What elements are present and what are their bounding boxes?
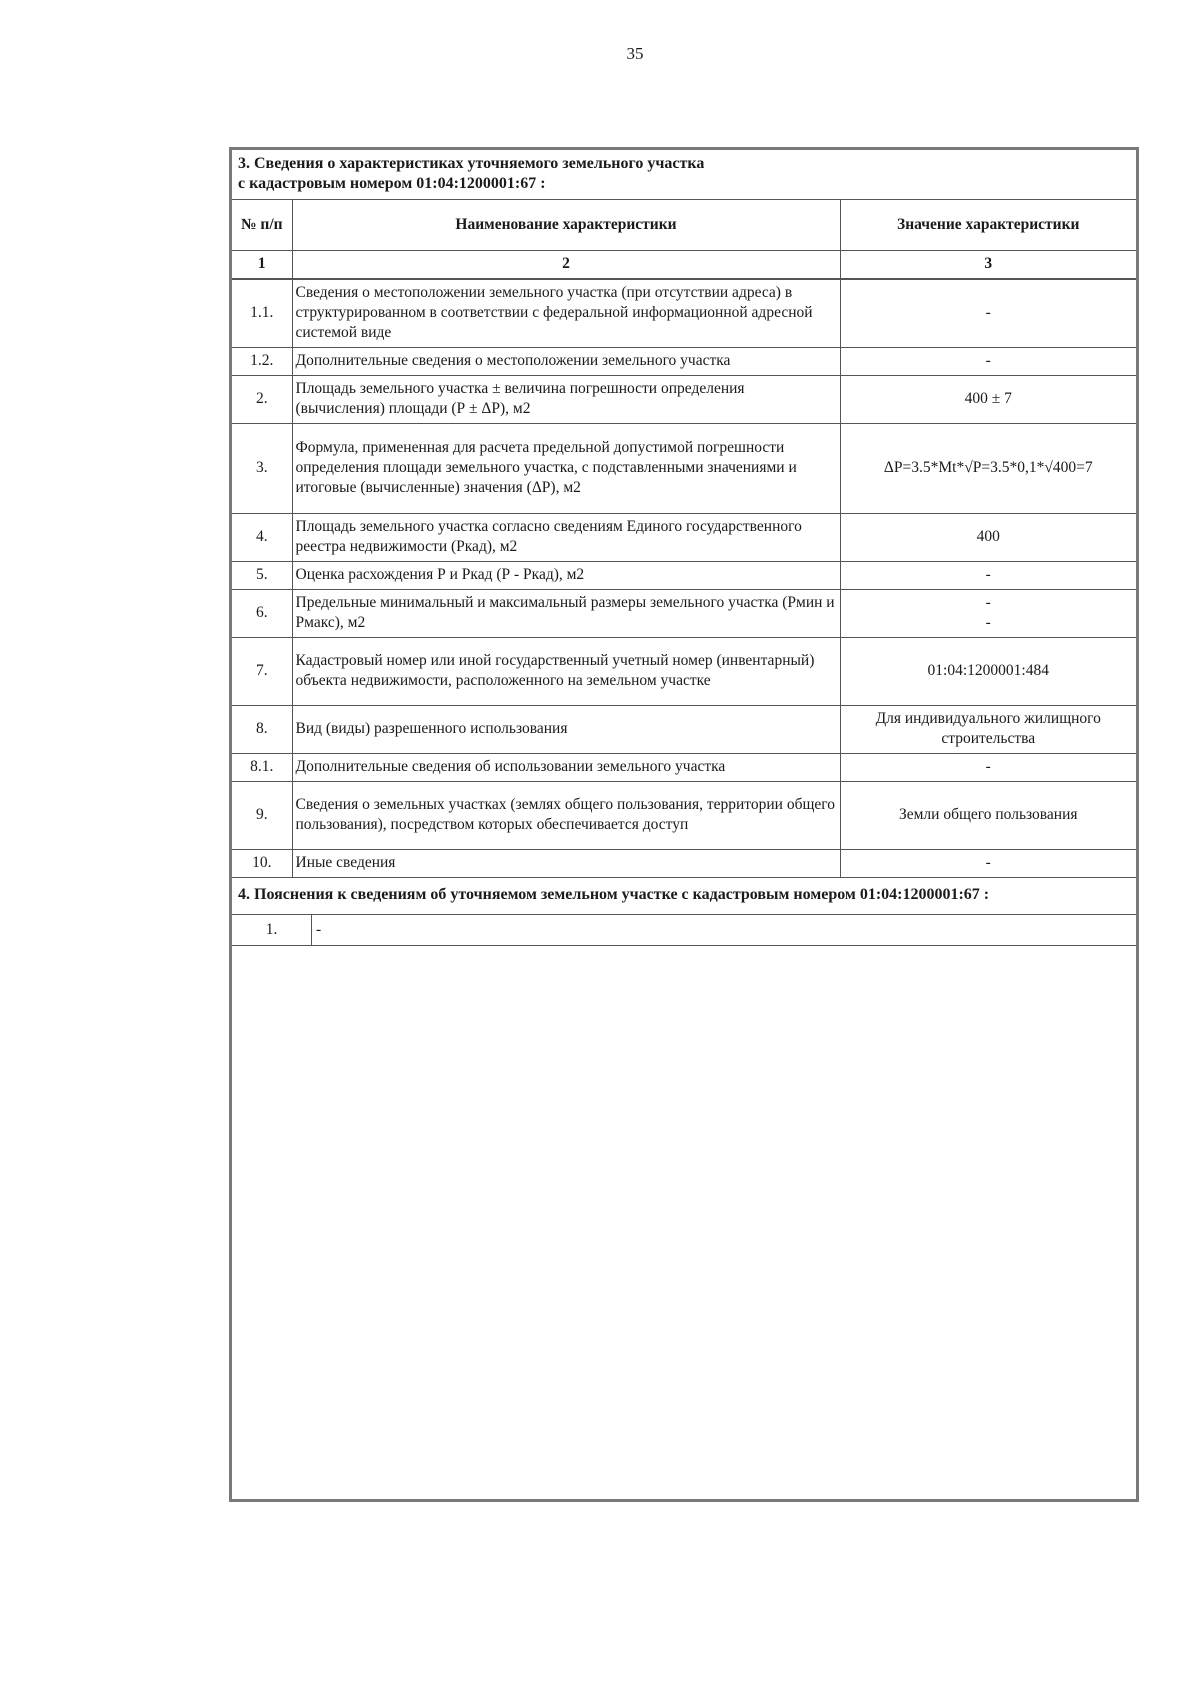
page-number: 35	[626, 44, 644, 63]
row-number: 1.2.	[232, 347, 292, 375]
min-size-value: -	[985, 594, 991, 611]
row-value: Для индивидуального жилищного строительства	[840, 705, 1136, 753]
row-number: 3.	[232, 423, 292, 513]
table-row	[232, 753, 1136, 781]
table-row	[232, 423, 1136, 513]
row-number: 8.	[232, 705, 292, 753]
row-value: 400 ± 7	[840, 375, 1136, 423]
row-number: 6.	[232, 589, 292, 637]
row-number: 8.1.	[232, 753, 292, 781]
row-name: Сведения о земельных участках (землях общего пользования, территории общего пользования), посредством которых обеспечивается доступ	[292, 781, 840, 849]
table-row	[232, 849, 1136, 877]
table-row	[232, 279, 1136, 347]
row-name: Дополнительные сведения об использовании земельного участка	[292, 753, 840, 781]
section-4-title: 4. Пояснения к сведениям об уточняемом земельном участке с кадастровым номером 01:04:1200001:67 :	[232, 878, 1136, 915]
characteristics-table	[232, 200, 1136, 878]
row-name: Кадастровый номер или иной государственный учетный номер (инвентарный) объекта недвижимости, расположенного на земельном участке	[292, 637, 840, 705]
row-value: -	[840, 849, 1136, 877]
row-number: 4.	[232, 513, 292, 561]
row-value: 400	[840, 513, 1136, 561]
header-value: Значение характеристики	[840, 200, 1136, 250]
table-row	[232, 513, 1136, 561]
row-number: 9.	[232, 781, 292, 849]
note-text: -	[316, 920, 322, 938]
table-row	[232, 705, 1136, 753]
row-name: Сведения о местоположении земельного участка (при отсутствии адреса) в структурированном в соответствии с федеральной информационной адресной системой виде	[292, 279, 840, 347]
column-numbers-row	[232, 250, 1136, 279]
row-name: Иные сведения	[292, 849, 840, 877]
row-value: -	[840, 753, 1136, 781]
row-name: Предельные минимальный и максимальный размеры земельного участка (Рмин и Рмакс), м2	[292, 589, 840, 637]
list-item	[232, 915, 1136, 946]
row-number: 1.1.	[232, 279, 292, 347]
row-name: Формула, примененная для расчета предельной допустимой погрешности определения площади земельного участка, с подставленными значениями и итоговые (вычисленные) значения (ΔР), м2	[292, 423, 840, 513]
document-frame	[229, 147, 1139, 1502]
row-value: ΔР=3.5*Mt*√P=3.5*0,1*√400=7	[840, 423, 1136, 513]
column-number: 2	[292, 250, 840, 279]
row-number: 10.	[232, 849, 292, 877]
row-value	[840, 589, 1136, 637]
row-name: Площадь земельного участка ± величина погрешности определения (вычисления) площади (Р ± ΔР), м2	[292, 375, 840, 423]
row-value: Земли общего пользования	[840, 781, 1136, 849]
table-row	[232, 347, 1136, 375]
row-value: -	[840, 347, 1136, 375]
column-number: 1	[232, 250, 292, 279]
row-value: 01:04:1200001:484	[840, 637, 1136, 705]
row-value: -	[840, 279, 1136, 347]
row-value: -	[840, 561, 1136, 589]
column-number: 3	[840, 250, 1136, 279]
row-name: Дополнительные сведения о местоположении земельного участка	[292, 347, 840, 375]
table-row	[232, 375, 1136, 423]
header-name: Наименование характеристики	[292, 200, 840, 250]
row-number: 7.	[232, 637, 292, 705]
note-number: 1.	[232, 915, 312, 945]
row-number: 5.	[232, 561, 292, 589]
row-number: 2.	[232, 375, 292, 423]
table-row	[232, 781, 1136, 849]
row-name: Вид (виды) разрешенного использования	[292, 705, 840, 753]
section-3-title	[232, 150, 1136, 200]
section-3-title-line2: с кадастровым номером 01:04:1200001:67 :	[238, 175, 546, 192]
section-3-title-line1: 3. Сведения о характеристиках уточняемого земельного участка	[238, 155, 705, 172]
table-row	[232, 637, 1136, 705]
table-header-row	[232, 200, 1136, 250]
table-row	[232, 561, 1136, 589]
max-size-value: -	[985, 614, 991, 631]
row-name: Площадь земельного участка согласно сведениям Единого государственного реестра недвижимости (Ркад), м2	[292, 513, 840, 561]
table-row	[232, 589, 1136, 637]
header-number: № п/п	[232, 200, 292, 250]
row-name: Оценка расхождения Р и Ркад (Р - Ркад), м2	[292, 561, 840, 589]
